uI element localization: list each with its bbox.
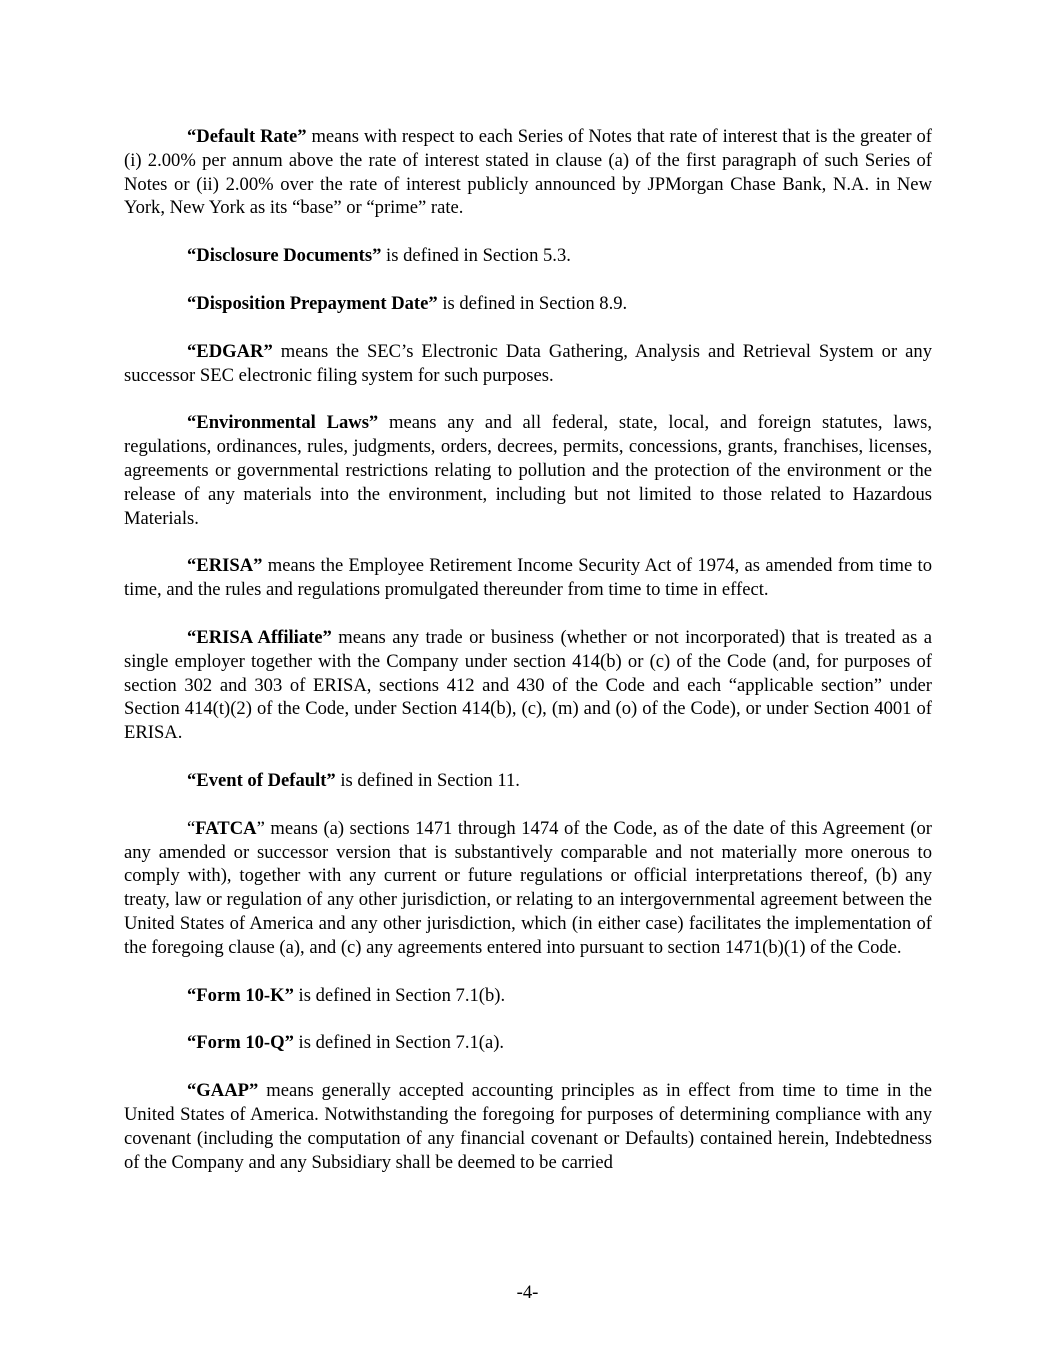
defined-term: FATCA bbox=[195, 817, 257, 839]
definition-lead: “ bbox=[187, 817, 196, 839]
definition-text: means any trade or business (whether or not incorporated) that is treated as a single employer together with the Company under section 414(b) or (c) of the Code (and, for purposes of section 302 and 303 of ERISA, sections 412 and 430 of the Code and each “applicable section” under Section 414(t)(2) of the Code, under Section 414(b), (c), (m) and (o) of the Code), or under Section 4001 of ERISA. bbox=[124, 626, 932, 744]
definitions-section bbox=[124, 125, 932, 1198]
defined-term: “Disposition Prepayment Date” bbox=[187, 292, 438, 314]
definition-event-of-default bbox=[124, 769, 932, 793]
definition-text: is defined in Section 8.9. bbox=[437, 292, 628, 314]
defined-term: “Default Rate” bbox=[187, 126, 307, 147]
definition-text: means (a) sections 1471 through 1474 of the Code, as of the date of this Agreement (or any amended or successor version that is substantively comparable and not materially more onerous to comply with), together with any current or future regulations or official interpretations thereof, (b) any treaty, law or regulation of any other jurisdiction, or relating to an intergovernmental agreement between the United States of America and any other jurisdiction, which (in either case) facilitates the implementation of the foregoing clause (a), and (c) any agreements entered into pursuant to section 1471(b)(1) of the Code. bbox=[124, 817, 932, 958]
definition-text: is defined in Section 7.1(b). bbox=[293, 984, 506, 1006]
definition-text: is defined in Section 5.3. bbox=[381, 245, 571, 267]
definition-disposition-prepayment-date bbox=[124, 292, 932, 316]
definition-text: means the Employee Retirement Income Security Act of 1974, as amended from time to time, and the rules and regulations promulgated thereunder from time to time in effect. bbox=[124, 555, 932, 601]
definition-fatca bbox=[124, 817, 932, 960]
defined-term: “Event of Default” bbox=[187, 769, 336, 791]
page-number: -4- bbox=[516, 1282, 539, 1303]
definition-trail: ” bbox=[256, 817, 265, 839]
defined-term: “Environmental Laws” bbox=[187, 412, 379, 434]
defined-term: “GAAP” bbox=[187, 1080, 259, 1102]
definition-edgar bbox=[124, 340, 932, 388]
definition-form-10k bbox=[124, 984, 932, 1008]
definition-default-rate bbox=[124, 125, 932, 220]
definition-form-10q bbox=[124, 1031, 932, 1055]
definition-text: means any and all federal, state, local, and foreign statutes, laws, regulations, ordinances, rules, judgments, orders, decrees, permits, concessions, grants, franchises, licenses, agreements or governmental restrictions relating to pollution and the protection of the environment or the release of any materials into the environment, including but not limited to those related to Hazardous Materials. bbox=[124, 412, 932, 529]
definition-gaap bbox=[124, 1079, 932, 1174]
definition-text: is defined in Section 11. bbox=[335, 769, 520, 791]
definition-text: means with respect to each Series of Notes that rate of interest that is the greater of (i) 2.00% per annum above the rate of interest stated in clause (a) of the first paragraph of such Series of Notes or (ii) 2.00% over the rate of interest publicly announced by JPMorgan Chase Bank, N.A. in New York, New York as its “base” or “prime” rate. bbox=[124, 126, 932, 219]
definition-erisa-affiliate bbox=[124, 626, 932, 745]
definition-disclosure-documents bbox=[124, 244, 932, 268]
definition-text: is defined in Section 7.1(a). bbox=[293, 1032, 505, 1054]
definition-erisa bbox=[124, 554, 932, 602]
defined-term: “ERISA Affiliate” bbox=[187, 626, 332, 648]
defined-term: “Disclosure Documents” bbox=[187, 245, 382, 267]
defined-term: “Form 10-Q” bbox=[187, 1032, 294, 1054]
definition-text: means generally accepted accounting principles as in effect from time to time in the United States of America. Notwithstanding the foregoing for purposes of determining compliance with any covenant (including the computation of any financial covenant or Defaults) contained herein, Indebtedness of the Company and any Subsidiary shall be deemed to be carried bbox=[124, 1080, 932, 1173]
defined-term: “EDGAR” bbox=[187, 340, 273, 362]
defined-term: “ERISA” bbox=[187, 555, 263, 577]
definition-text: means the SEC’s Electronic Data Gathering, Analysis and Retrieval System or any successor SEC electronic filing system for such purposes. bbox=[124, 340, 932, 386]
definition-environmental-laws bbox=[124, 411, 932, 530]
defined-term: “Form 10-K” bbox=[187, 984, 294, 1006]
